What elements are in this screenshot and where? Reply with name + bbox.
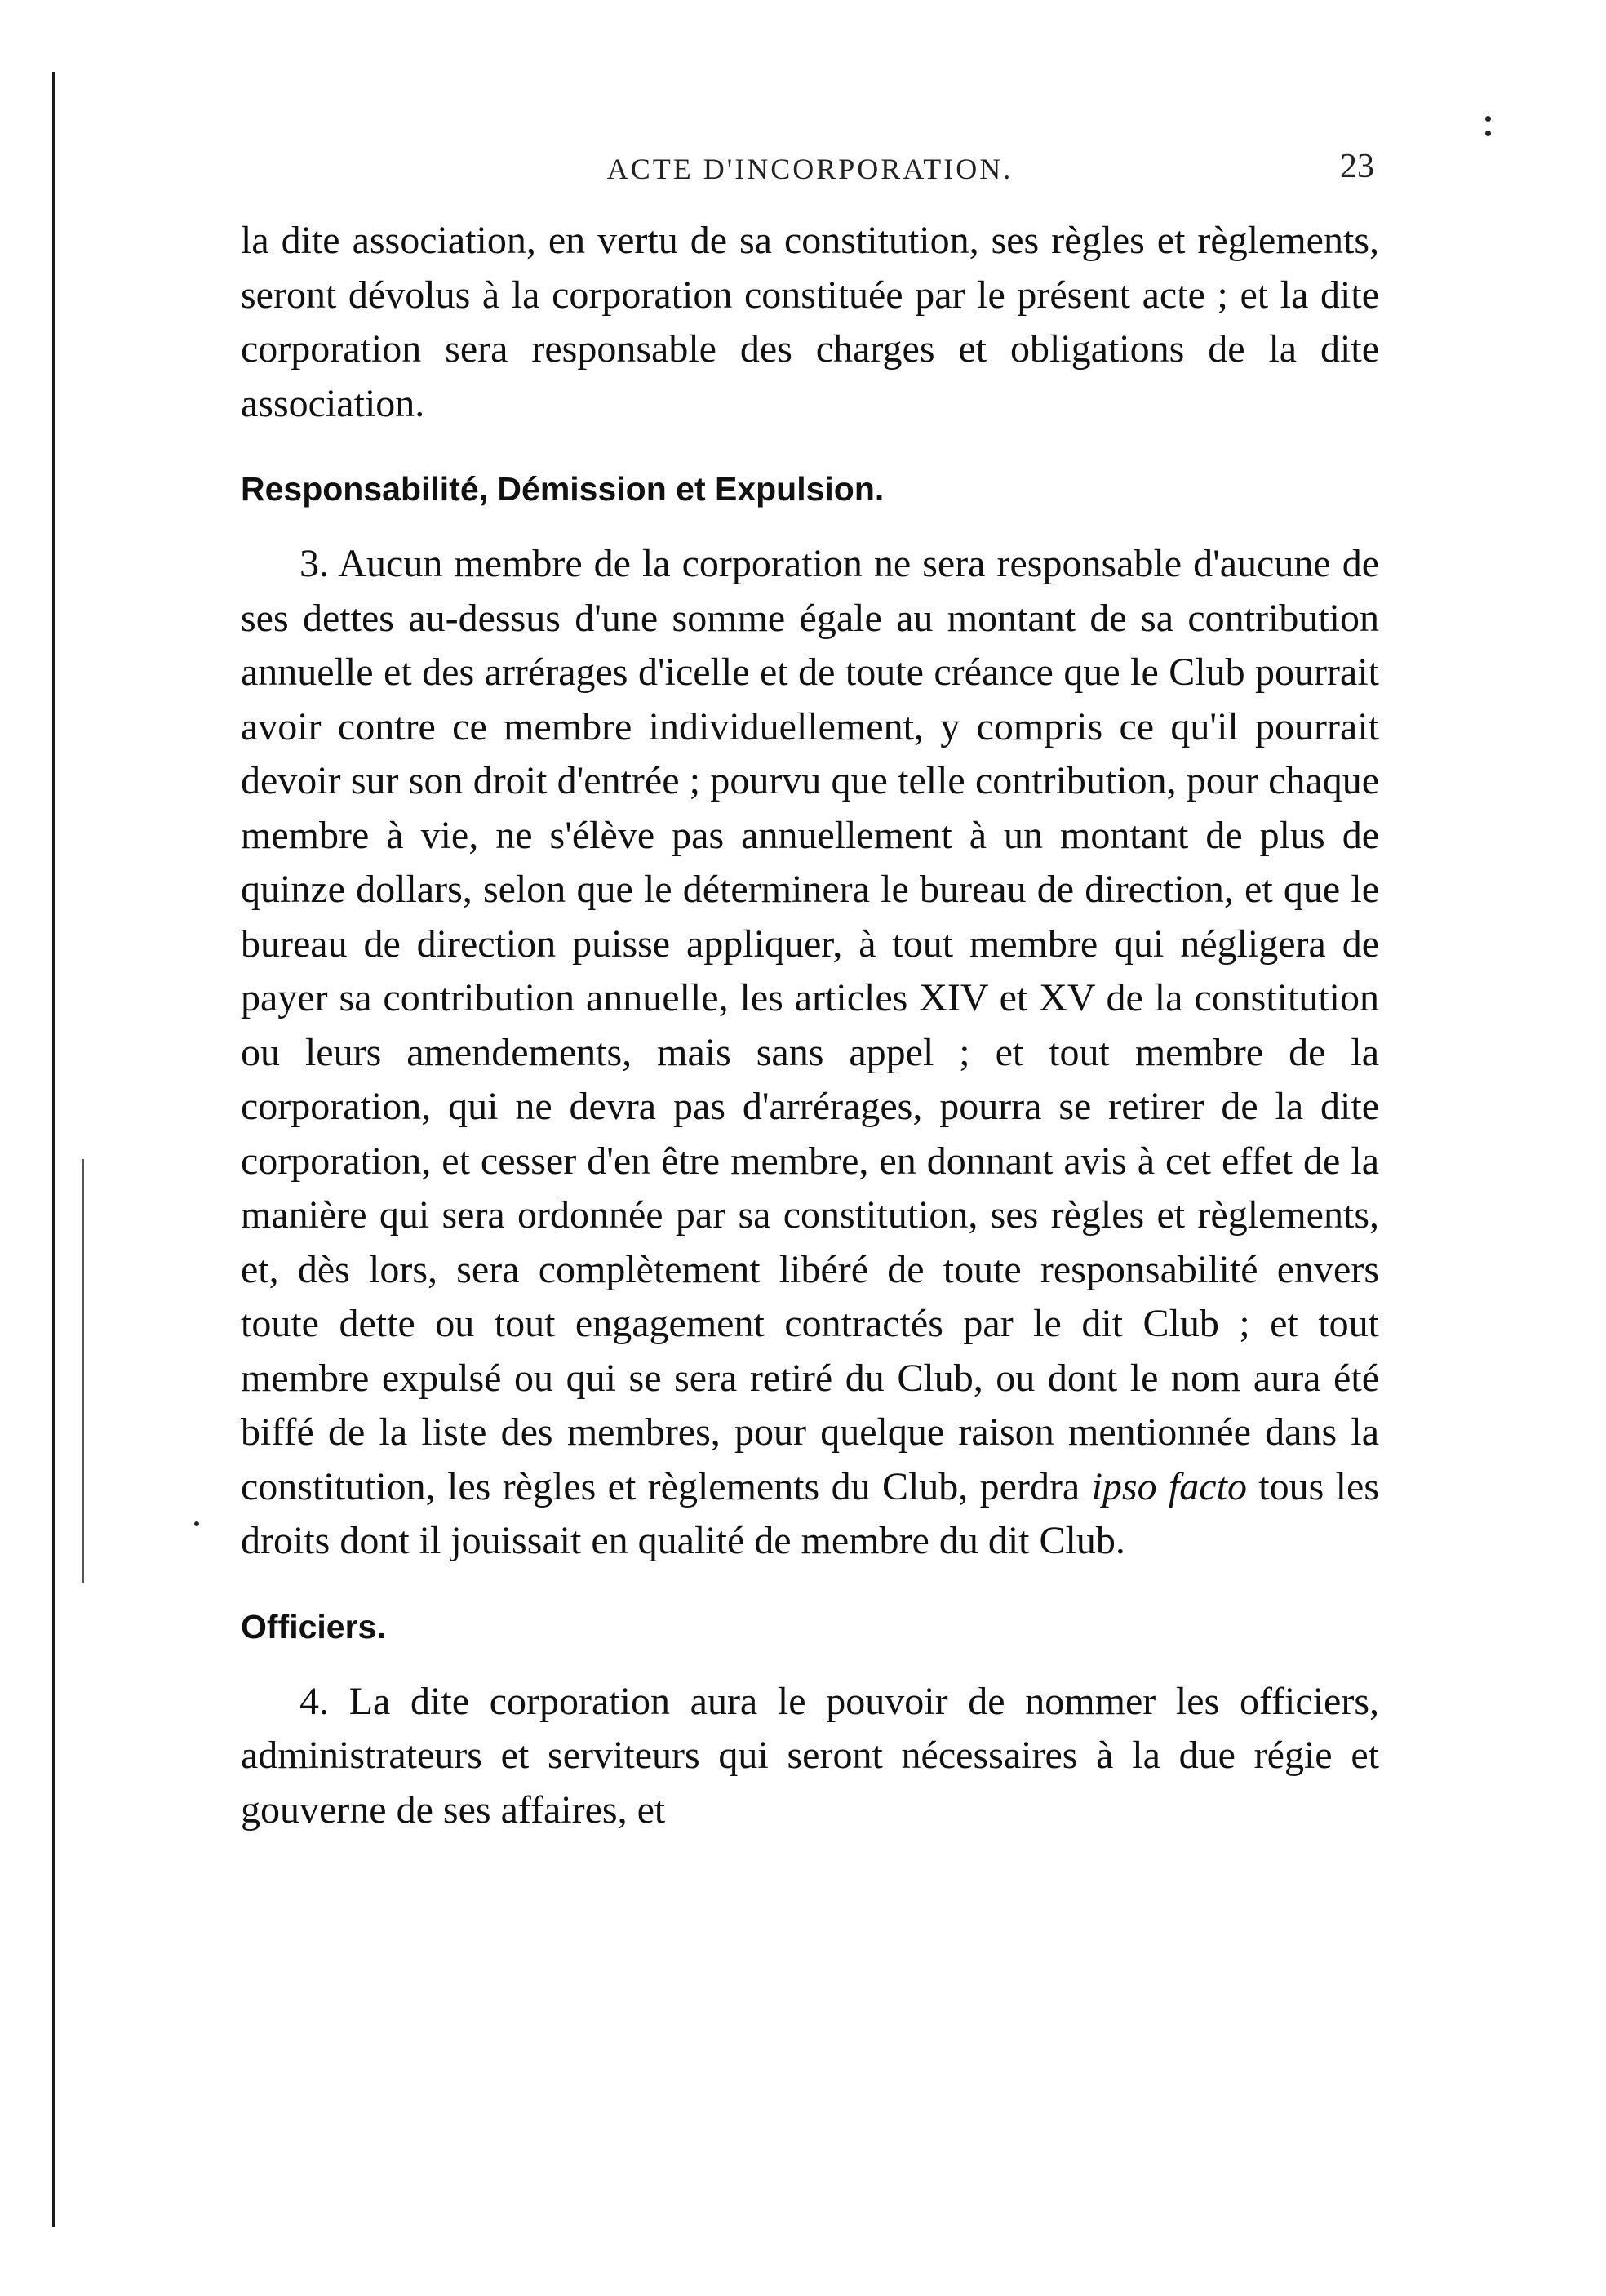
page-number: 23 xyxy=(1340,148,1374,185)
page-header xyxy=(241,148,1379,193)
ink-speck xyxy=(1485,131,1491,136)
article-3-text-end: tous les droits dont il jouissait en qualité de membre du dit Club. xyxy=(241,1464,1379,1562)
running-head: ACTE D'INCORPORATION. xyxy=(606,153,1014,185)
article-3-italic-phrase: ipso facto xyxy=(1091,1464,1247,1508)
paragraph-article-3 xyxy=(241,537,1379,1569)
ink-speck xyxy=(1485,116,1491,122)
ink-speck xyxy=(194,1521,199,1526)
article-3-text: 3. Aucun membre de la corporation ne sera responsable d'aucune de ses dettes au-dessus d'une somme égale au montant de sa contribution annuelle et des arrérages d'icelle et de toute créance que le Club pourrait avoir contre ce membre individuellement, y compris ce qu'il pourrait devoir sur son droit d'entrée ; pourvu que telle contribution, pour chaque membre à vie, ne s'élève pas annuellement à un montant de plus de quinze dollars, selon que le déterminera le bureau de direction, et que le bureau de direction puisse appliquer, à tout membre qui négligera de payer sa contribution annuelle, les articles XIV et XV de la constitution ou leurs amendements, mais sans appel ; et tout membre de la corporation, qui ne devra pas d'arrérages, pourra se retirer de la dite corporation, et cesser d'en être membre, en donnant avis à cet effet de la manière qui sera ordonnée par sa constitution, ses règles et règlements, et, dès lors, sera complètement libéré de toute responsabilité envers toute dette ou tout engagement contractés par le dit Club ; et tout membre expulsé ou qui se sera retiré du Club, ou dont le nom aura été biffé de la liste des membres, pour quelque raison mentionnée dans la constitution, les règles et règlements du Club, perdra xyxy=(241,542,1379,1508)
body-text xyxy=(241,214,1379,1837)
section-heading-officiers: Officiers. xyxy=(241,1607,386,1645)
binding-edge-shadow xyxy=(82,1159,84,1583)
binding-edge-line xyxy=(52,72,55,2227)
paragraph-article-4: 4. La dite corporation aura le pouvoir de nommer les officiers, administrateurs et serviteurs qui seront nécessaires à la due régie et gouverne de ses affaires, et xyxy=(241,1679,1379,1832)
paragraph-continuation: la dite association, en vertu de sa constitution, ses règles et règlements, seront dévolus à la corporation constituée par le présent acte ; et la dite corporation sera responsable des charges et obligations de la dite association. xyxy=(241,219,1379,425)
section-heading-responsabilite: Responsabilité, Démission et Expulsion. xyxy=(241,470,885,508)
